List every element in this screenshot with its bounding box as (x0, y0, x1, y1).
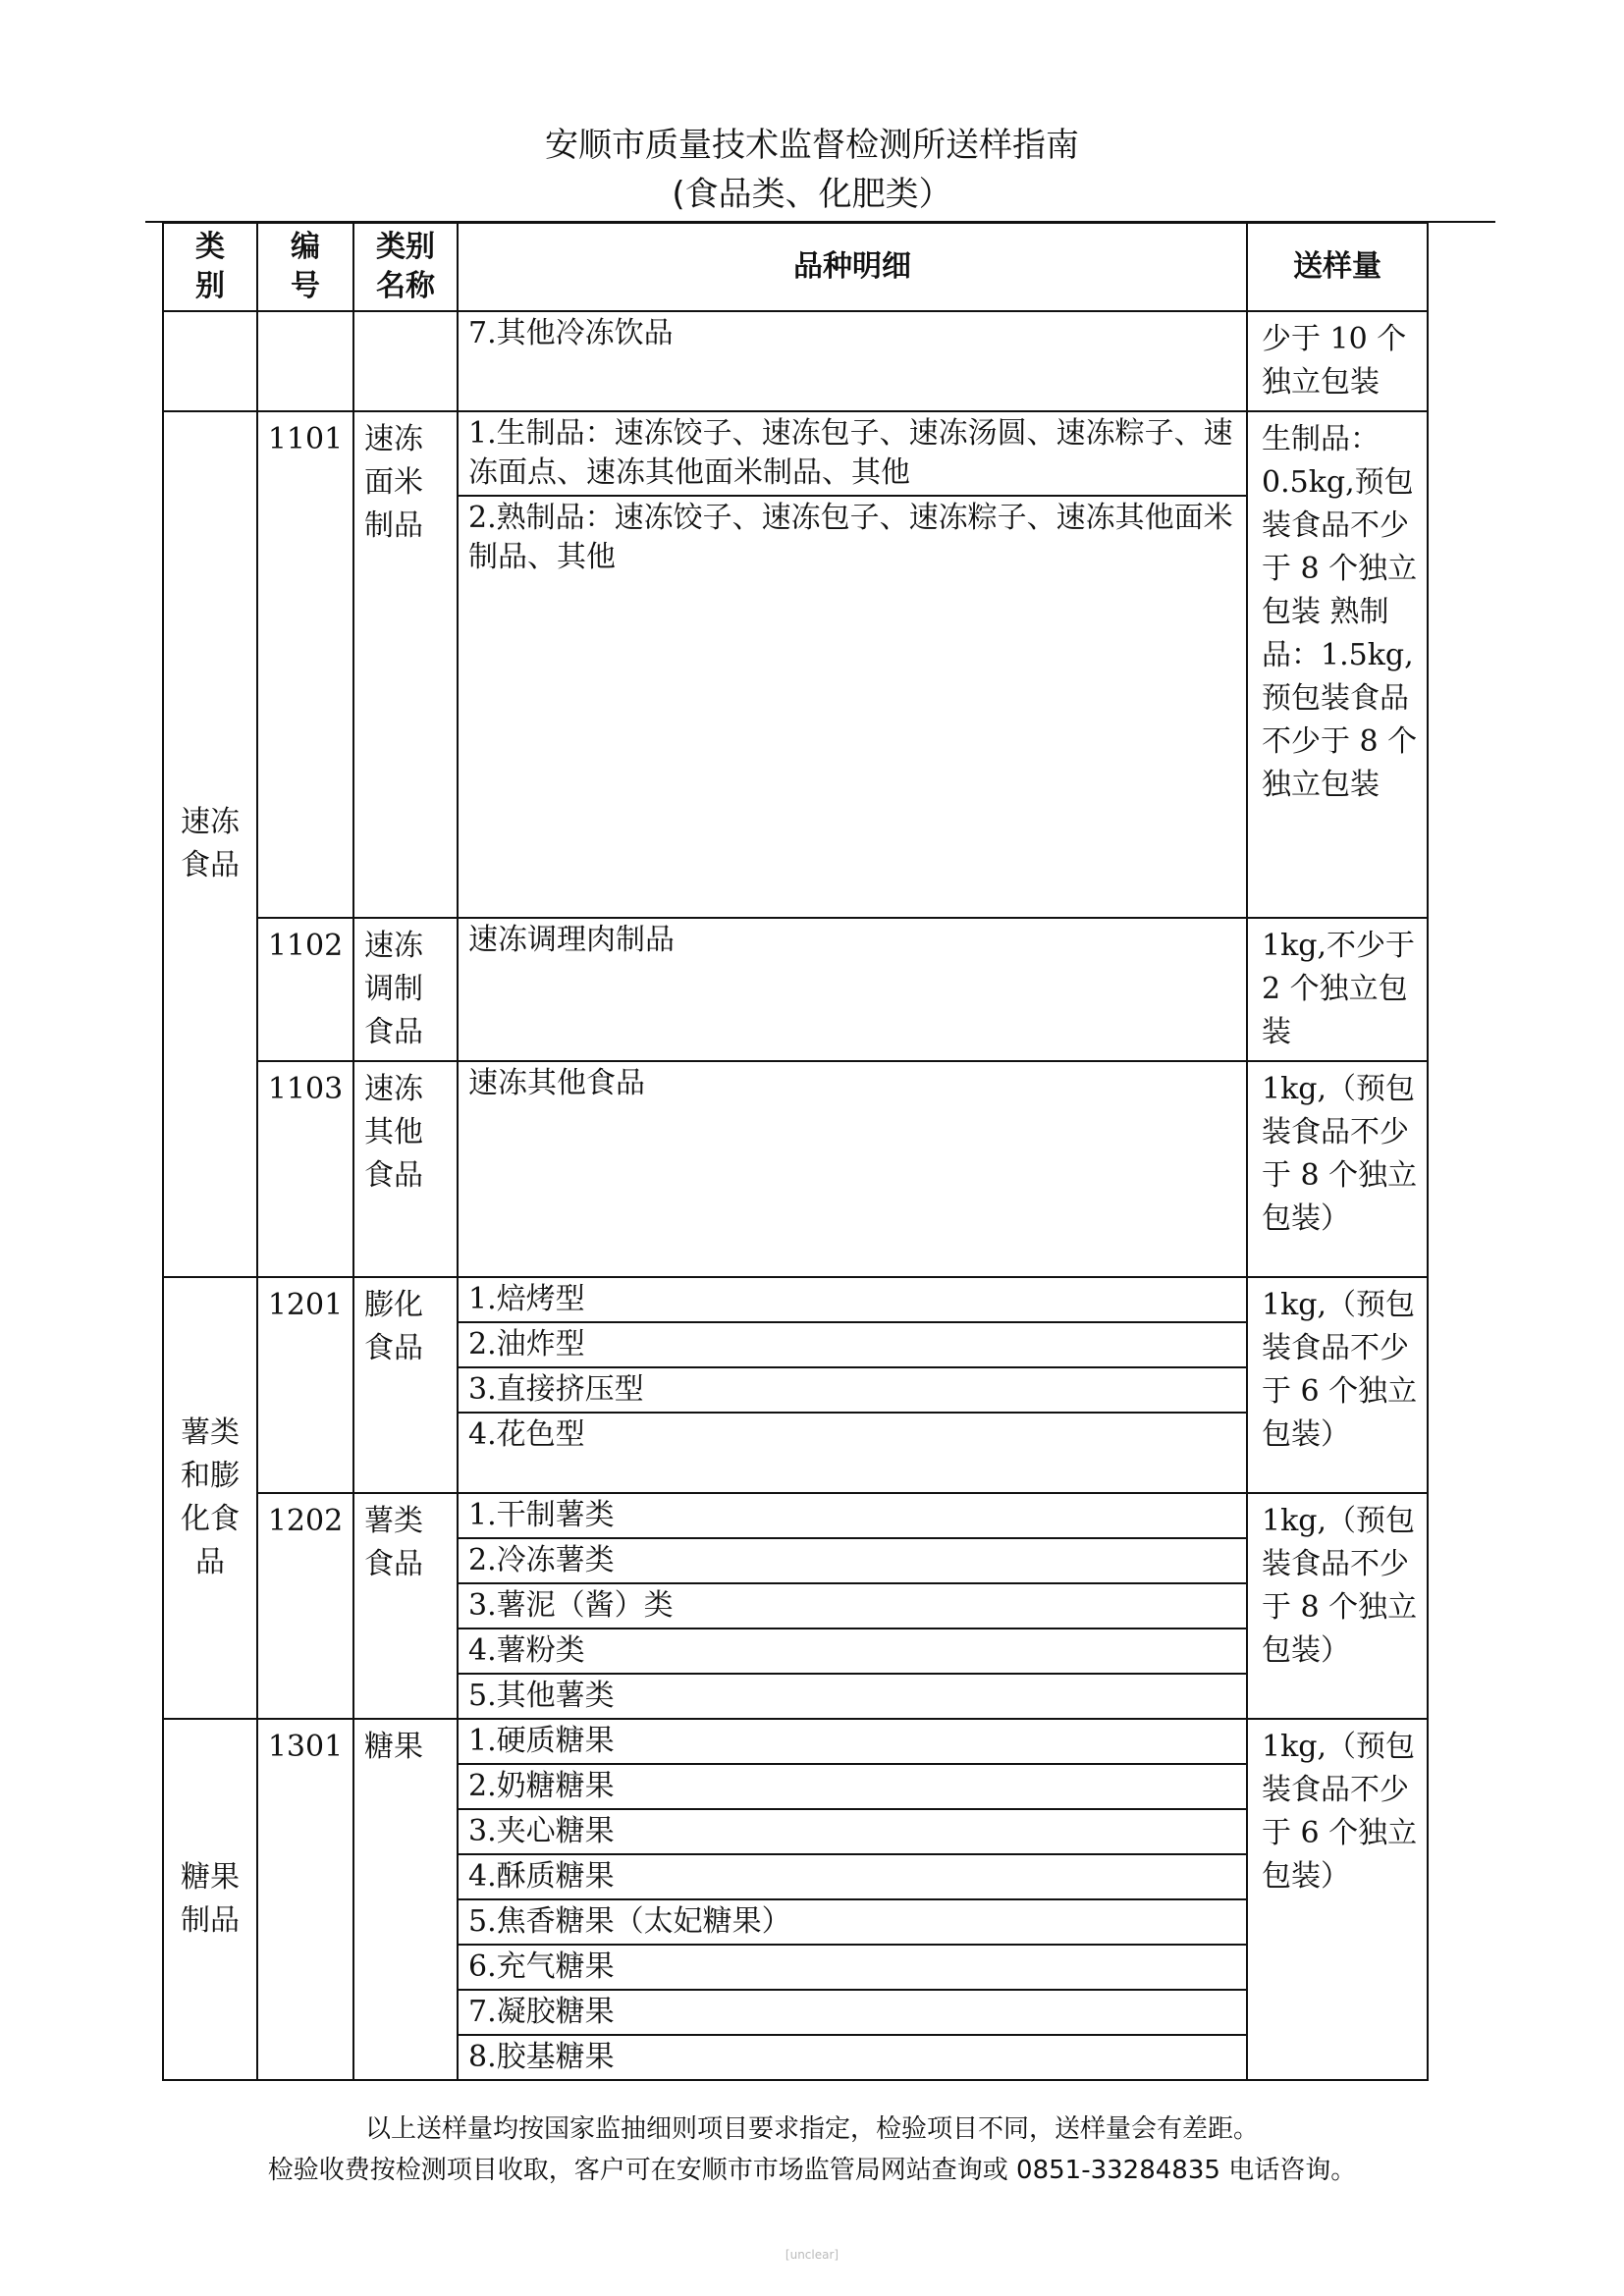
table-row (163, 411, 1428, 496)
name-cell: 速冻调制食品 (353, 918, 458, 1061)
document-title: 安顺市质量技术监督检测所送样指南 (545, 126, 1079, 165)
detail-cell: 4.薯粉类 (458, 1629, 1247, 1674)
code-cell: 1102 (257, 918, 353, 1061)
detail-cell: 2.奶糖糖果 (458, 1764, 1247, 1809)
detail-cell: 4.花色型 (458, 1413, 1247, 1493)
category-cell: 糖果制品 (163, 1719, 257, 2080)
table-row (163, 1061, 1428, 1277)
table-row (163, 1493, 1428, 1538)
detail-cell: 2.熟制品：速冻饺子、速冻包子、速冻粽子、速冻其他面米制品、其他 (458, 496, 1247, 918)
detail-cell: 6.充气糖果 (458, 1945, 1247, 1990)
unclear-note: [unclear] (785, 2248, 839, 2262)
footer-note-2: 检验收费按检测项目收取，客户可在安顺市市场监管局网站查询或 0851-33284835 电话咨询。 (267, 2156, 1357, 2185)
name-cell: 膨化食品 (353, 1277, 458, 1493)
name-cell: 薯类食品 (353, 1493, 458, 1719)
code-cell (257, 311, 353, 411)
document-subtitle: (食品类、化肥类） (672, 175, 952, 214)
name-cell: 速冻其他食品 (353, 1061, 458, 1277)
header-category: 类别 (163, 223, 257, 311)
detail-cell: 速冻调理肉制品 (458, 918, 1247, 1061)
detail-cell: 7.凝胶糖果 (458, 1990, 1247, 2035)
amount-cell: 1kg,（预包装食品不少于 6 个独立包装） (1247, 1719, 1428, 2080)
category-cell (163, 311, 257, 411)
amount-cell: 1kg,不少于 2 个独立包装 (1247, 918, 1428, 1061)
code-cell: 1201 (257, 1277, 353, 1493)
detail-cell: 2.油炸型 (458, 1322, 1247, 1367)
category-cell: 速冻食品 (163, 411, 257, 1277)
detail-cell: 3.薯泥（酱）类 (458, 1583, 1247, 1629)
header-code: 编号 (257, 223, 353, 311)
code-cell: 1301 (257, 1719, 353, 2080)
table-row (163, 1719, 1428, 1764)
detail-cell: 5.其他薯类 (458, 1674, 1247, 1719)
header-amount: 送样量 (1247, 223, 1428, 311)
name-cell (353, 311, 458, 411)
detail-cell: 1.生制品：速冻饺子、速冻包子、速冻汤圆、速冻粽子、速冻面点、速冻其他面米制品、其他 (458, 411, 1247, 496)
name-cell: 糖果 (353, 1719, 458, 2080)
detail-cell: 1.焙烤型 (458, 1277, 1247, 1322)
amount-cell: 1kg,（预包装食品不少于 8 个独立包装） (1247, 1493, 1428, 1719)
header-detail: 品种明细 (458, 223, 1247, 311)
code-cell: 1103 (257, 1061, 353, 1277)
detail-cell: 1.硬质糖果 (458, 1719, 1247, 1764)
amount-cell: 生制品：0.5kg,预包装食品不少于 8 个独立包装 熟制品：1.5kg,预包装食品不少于 8 个独立包装 (1247, 411, 1428, 918)
name-cell: 速冻面米制品 (353, 411, 458, 918)
amount-cell: 1kg,（预包装食品不少于 6 个独立包装） (1247, 1277, 1428, 1493)
detail-cell: 5.焦香糖果（太妃糖果） (458, 1899, 1247, 1945)
amount-cell: 1kg,（预包装食品不少于 8 个独立包装） (1247, 1061, 1428, 1277)
detail-cell: 3.直接挤压型 (458, 1367, 1247, 1413)
detail-cell: 4.酥质糖果 (458, 1854, 1247, 1899)
table-row (163, 311, 1428, 411)
detail-cell: 8.胶基糖果 (458, 2035, 1247, 2080)
table-header-row (163, 223, 1428, 311)
detail-cell: 速冻其他食品 (458, 1061, 1247, 1277)
code-cell: 1101 (257, 411, 353, 918)
table-row (163, 918, 1428, 1061)
table-row (163, 1277, 1428, 1322)
amount-cell: 少于 10 个独立包装 (1247, 311, 1428, 411)
header-name: 类别名称 (353, 223, 458, 311)
sample-guide-table (162, 222, 1429, 2081)
detail-cell: 1.干制薯类 (458, 1493, 1247, 1538)
detail-cell: 3.夹心糖果 (458, 1809, 1247, 1854)
detail-cell: 2.冷冻薯类 (458, 1538, 1247, 1583)
code-cell: 1202 (257, 1493, 353, 1719)
footer-note-1: 以上送样量均按国家监抽细则项目要求指定，检验项目不同，送样量会有差距。 (364, 2114, 1259, 2144)
category-cell: 薯类和膨化食品 (163, 1277, 257, 1719)
detail-cell: 7.其他冷冻饮品 (458, 311, 1247, 411)
